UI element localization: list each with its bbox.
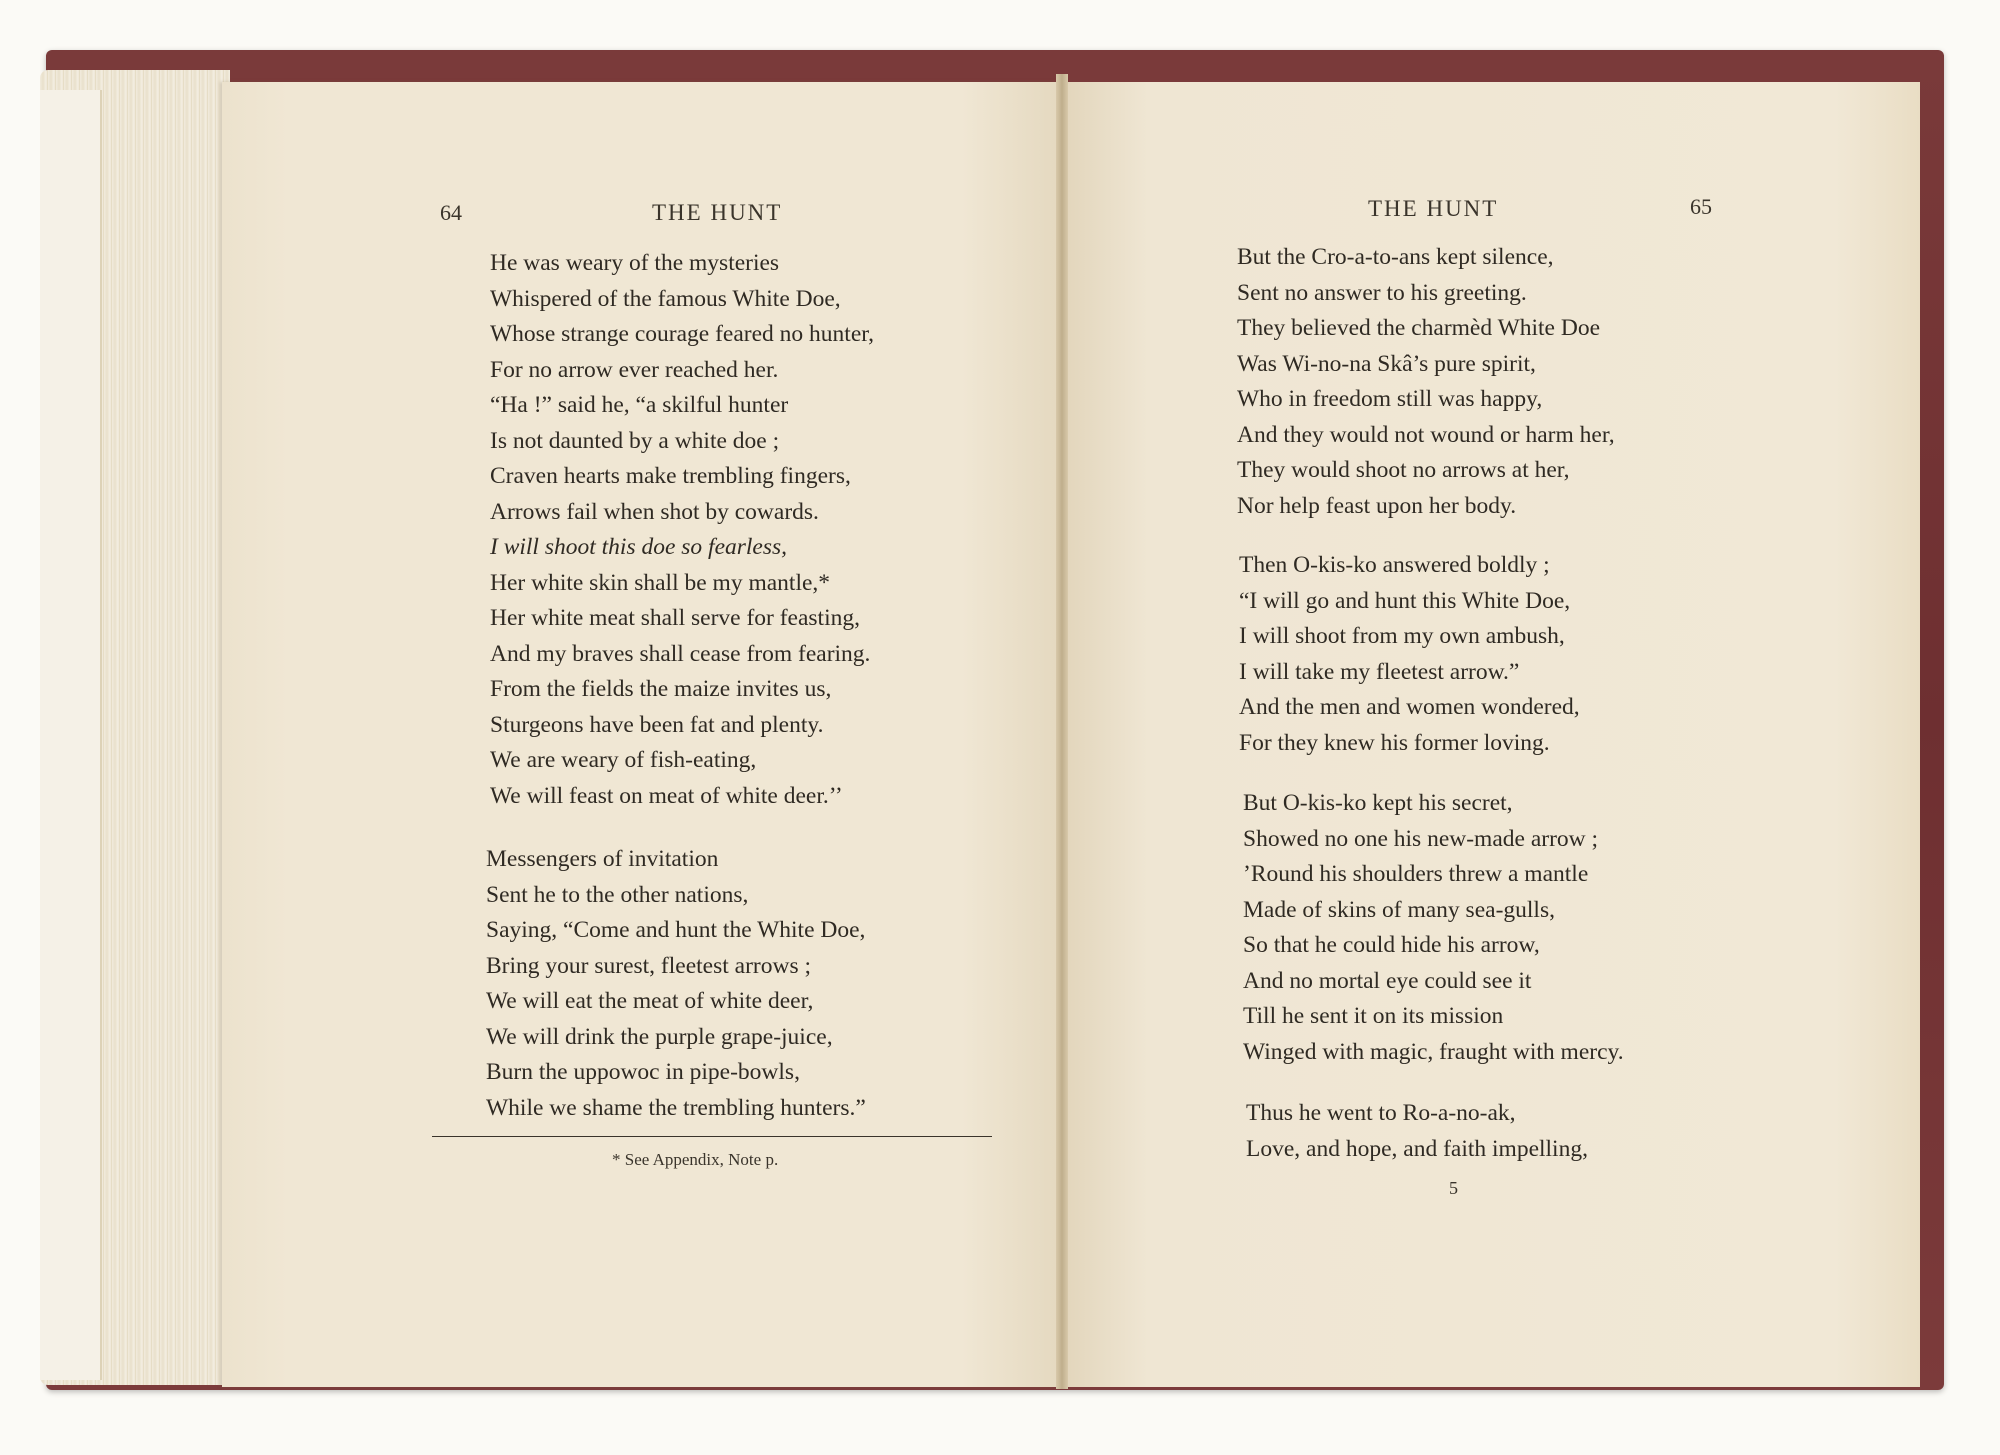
left-page-number: 64 [440, 200, 462, 225]
verse-line: Whose strange courage feared no hunter, [490, 321, 875, 347]
verse-line: He was weary of the mysteries [490, 250, 780, 276]
verse-line: And no mortal eye could see it [1243, 967, 1532, 994]
verse-line: Is not daunted by a white doe ; [490, 427, 780, 454]
verse-line: Sent he to the other nations, [486, 881, 749, 908]
verse-line: Her white skin shall be my mantle,* [490, 569, 831, 596]
verse-line: We are weary of fish-eating, [490, 747, 757, 773]
signature-mark: 5 [1449, 1178, 1458, 1198]
verse-line: And the men and women wondered, [1239, 694, 1580, 720]
verse-line: Bring your surest, fleetest arrows ; [486, 952, 812, 979]
right-stanza-4 [1246, 1096, 1588, 1167]
verse-line: I will shoot this doe so fearless, [490, 534, 788, 560]
right-running-header: THE HUNT [1368, 196, 1499, 221]
verse-line: “I will go and hunt this White Doe, [1239, 587, 1571, 614]
left-stanza-1 [490, 246, 874, 814]
verse-line: They would shoot no arrows at her, [1237, 457, 1570, 483]
verse-line: And they would not wound or harm her, [1237, 421, 1615, 448]
verse-line: Was Wi-no-na Skâ’s pure spirit, [1237, 350, 1536, 377]
verse-line: Craven hearts make trembling fingers, [490, 463, 851, 489]
verse-line: Showed no one his new-made arrow ; [1243, 825, 1599, 852]
left-running-header: THE HUNT [652, 200, 783, 225]
right-stanza-2 [1239, 548, 1580, 761]
verse-line: For they knew his former loving. [1239, 729, 1550, 756]
verse-line: From the fields the maize invites us, [490, 676, 832, 702]
verse-line: ’Round his shoulders threw a mantle [1243, 861, 1589, 887]
front-flyleaf [40, 90, 102, 1380]
verse-line: Messengers of invitation [486, 846, 719, 872]
verse-line: For no arrow ever reached her. [490, 356, 779, 383]
verse-line: Love, and hope, and faith impelling, [1246, 1135, 1588, 1162]
verse-line: But O-kis-ko kept his secret, [1243, 790, 1513, 816]
verse-line: Sent no answer to his greeting. [1237, 279, 1527, 306]
book-gutter [1056, 74, 1068, 1389]
verse-line: While we shame the trembling hunters.” [486, 1094, 866, 1121]
footnote: * See Appendix, Note p. [612, 1150, 779, 1169]
verse-line: So that he could hide his arrow, [1243, 932, 1540, 958]
verse-line: Made of skins of many sea-gulls, [1243, 896, 1555, 923]
verse-line: Burn the uppowoc in pipe-bowls, [486, 1059, 800, 1085]
verse-line: Nor help feast upon her body. [1237, 492, 1517, 519]
verse-line: We will feast on meat of white deer.’’ [490, 782, 843, 809]
verse-line: I will take my fleetest arrow.” [1239, 658, 1520, 685]
verse-line: And my braves shall cease from fearing. [490, 640, 871, 667]
verse-line: Thus he went to Ro-a-no-ak, [1246, 1100, 1516, 1126]
verse-line: Winged with magic, fraught with mercy. [1243, 1038, 1624, 1065]
verse-line: I will shoot from my own ambush, [1239, 623, 1565, 649]
verse-line: Saying, “Come and hunt the White Doe, [486, 917, 866, 943]
verse-line: We will eat the meat of white deer, [486, 988, 814, 1014]
verse-line: Her white meat shall serve for feasting, [490, 605, 860, 631]
verse-line: Till he sent it on its mission [1243, 1003, 1504, 1029]
verse-line: “Ha !” said he, “a skilful hunter [490, 392, 789, 418]
verse-line: Sturgeons have been fat and plenty. [490, 711, 824, 738]
verse-line: Who in freedom still was happy, [1237, 386, 1543, 412]
verse-line: Then O-kis-ko answered boldly ; [1239, 552, 1550, 578]
footnote-rule [432, 1136, 992, 1137]
right-stanza-3 [1243, 786, 1624, 1070]
verse-line: But the Cro-a-to-ans kept silence, [1237, 244, 1554, 270]
verse-line: Whispered of the famous White Doe, [490, 285, 841, 312]
verse-line: They believed the charmèd White Doe [1237, 315, 1601, 341]
left-stanza-2 [486, 842, 866, 1126]
right-page-number: 65 [1690, 194, 1712, 219]
right-stanza-1 [1237, 240, 1615, 524]
verse-line: Arrows fail when shot by cowards. [490, 498, 819, 525]
verse-line: We will drink the purple grape-juice, [486, 1023, 833, 1050]
